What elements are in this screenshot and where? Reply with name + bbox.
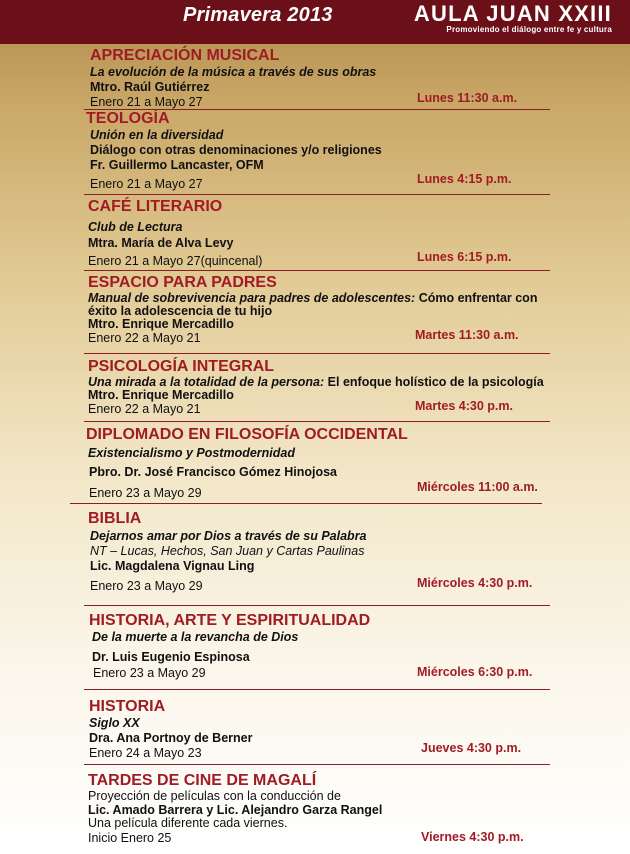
course-subtitle: La evolución de la música a través de sus obras (90, 65, 377, 79)
course-apreciacion-musical (90, 47, 376, 110)
brand-title: AULA JUAN XXIII (413, 1, 612, 26)
course-subtitle-rest: Cómo enfrentar con (415, 291, 538, 305)
course-instructor: Lic. Magdalena Vignau Ling (90, 559, 255, 573)
course-description: Diálogo con otras denominaciones y/o religiones (90, 143, 382, 157)
brand-block (414, 2, 612, 34)
course-instructor: Mtro. Enrique Mercadillo (88, 388, 234, 402)
course-subtitle: Club de Lectura (88, 220, 183, 234)
course-time: Miércoles 6:30 p.m. (417, 665, 533, 679)
course-dates: Enero 22 a Mayo 21 (88, 402, 201, 416)
course-dates: Enero 22 a Mayo 21 (88, 331, 201, 345)
section-divider (84, 764, 550, 765)
course-title: PSICOLOGÍA INTEGRAL (88, 358, 275, 375)
course-subtitle-line2: éxito la adolescencia de tu hijo (88, 304, 273, 318)
course-time: Miércoles 11:00 a.m. (417, 480, 538, 494)
course-tardes-cine (88, 772, 382, 846)
course-cafe-literario (88, 198, 262, 269)
course-title: HISTORIA, ARTE Y ESPIRITUALIDAD (89, 612, 371, 629)
course-time: Miércoles 4:30 p.m. (417, 576, 533, 590)
course-dates: Enero 21 a Mayo 27(quincenal) (88, 254, 263, 268)
section-divider (84, 194, 550, 195)
course-dates: Inicio Enero 25 (88, 831, 172, 845)
course-subtitle: De la muerte a la revancha de Dios (92, 630, 299, 644)
course-time: Jueves 4:30 p.m. (421, 741, 522, 755)
course-subtitle-italic: Una mirada a la totalidad de la persona: (88, 375, 325, 389)
course-historia-arte (89, 612, 370, 681)
brand-tagline: Promoviendo el diálogo entre fe y cultura (446, 25, 612, 34)
course-dates: Enero 21 a Mayo 27 (90, 95, 203, 109)
course-time: Lunes 4:15 p.m. (417, 172, 512, 186)
section-divider (84, 353, 550, 354)
course-subtitle-rest: El enfoque holístico de la psicología (324, 375, 544, 389)
course-description-2: Una película diferente cada viernes. (88, 816, 288, 830)
course-title: HISTORIA (89, 698, 166, 715)
semester-title: Primavera 2013 (183, 4, 333, 26)
course-instructor: Mtro. Raúl Gutiérrez (90, 80, 210, 94)
course-title: TARDES DE CINE DE MAGALÍ (88, 772, 317, 789)
course-time: Lunes 6:15 p.m. (417, 250, 512, 264)
course-instructor: Pbro. Dr. José Francisco Gómez Hinojosa (89, 465, 337, 479)
course-teologia (86, 110, 382, 192)
course-subtitle-italic: Manual de sobrevivencia para padres de adolescentes: (88, 291, 416, 305)
course-title: BIBLIA (88, 510, 142, 527)
section-divider (84, 605, 550, 606)
course-diplomado-filosofia (86, 426, 408, 501)
header-banner (0, 0, 630, 44)
course-subtitle: Siglo XX (89, 716, 140, 730)
course-dates: Enero 23 a Mayo 29 (89, 486, 202, 500)
course-description: Proyección de películas con la conducción de (88, 789, 341, 803)
section-divider (84, 421, 550, 422)
course-title: DIPLOMADO EN FILOSOFÍA OCCIDENTAL (86, 426, 408, 443)
course-instructor: Dra. Ana Portnoy de Berner (89, 731, 253, 745)
course-title: ESPACIO PARA PADRES (88, 274, 277, 291)
course-time: Viernes 4:30 p.m. (421, 830, 524, 844)
course-instructor: Mtra. María de Alva Levy (88, 236, 234, 250)
section-divider (84, 689, 550, 690)
course-title: APRECIACIÓN MUSICAL (90, 47, 280, 64)
course-dates: Enero 21 a Mayo 27 (90, 177, 203, 191)
course-dates: Enero 24 a Mayo 23 (89, 746, 202, 760)
course-dates: Enero 23 a Mayo 29 (90, 579, 203, 593)
course-biblia (88, 510, 367, 594)
course-subtitle: Dejarnos amar por Dios a través de su Palabra (90, 529, 367, 543)
course-time: Martes 4:30 p.m. (415, 399, 513, 413)
course-dates: Enero 23 a Mayo 29 (93, 666, 206, 680)
course-time: Lunes 11:30 a.m. (417, 91, 518, 105)
course-instructor: Lic. Amado Barrera y Lic. Alejandro Garza Rangel (88, 803, 383, 817)
course-subtitle: Unión en la diversidad (90, 128, 224, 142)
course-time: Martes 11:30 a.m. (415, 328, 519, 342)
course-subtitle-line2: NT – Lucas, Hechos, San Juan y Cartas Paulinas (90, 544, 365, 558)
course-title: CAFÉ LITERARIO (88, 198, 223, 215)
course-instructor: Fr. Guillermo Lancaster, OFM (90, 158, 264, 172)
course-subtitle: Existencialismo y Postmodernidad (88, 446, 296, 460)
course-instructor: Mtro. Enrique Mercadillo (88, 317, 234, 331)
course-instructor: Dr. Luis Eugenio Espinosa (92, 650, 250, 664)
section-divider (84, 270, 550, 271)
course-title: TEOLOGÍA (86, 110, 170, 127)
section-divider (70, 503, 542, 504)
course-historia (89, 698, 252, 761)
